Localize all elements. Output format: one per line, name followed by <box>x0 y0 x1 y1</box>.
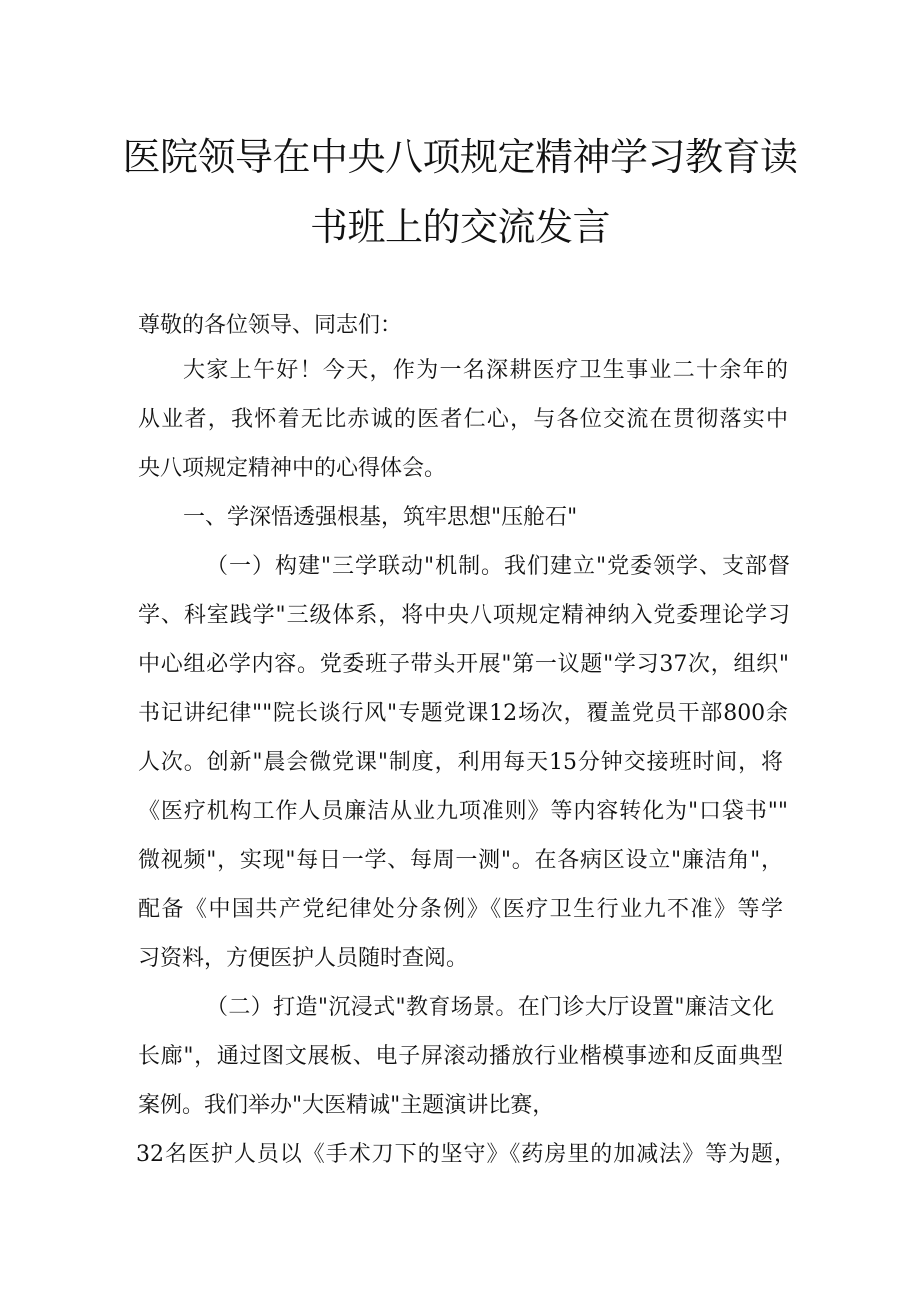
salutation: 尊敬的各位领导、同志们： <box>138 313 403 338</box>
paragraph-line: 中心组必学内容。党委班子带头开展"第一议题"学习37次，组织" <box>138 652 789 677</box>
section-heading: 一、学深悟透强根基，筑牢思想"压舱石" <box>183 505 578 530</box>
paragraph-line: 《医疗机构工作人员廉洁从业九项准则》等内容转化为"口袋书"" <box>138 799 788 824</box>
paragraph-line: 人次。创新"晨会微党课"制度，利用每天15分钟交接班时间，将 <box>138 750 783 775</box>
document-title-line-2: 书班上的交流发言 <box>309 205 610 249</box>
paragraph-line: 微视频"，实现"每日一学、每周一测"。在各病区设立"廉洁角"， <box>138 848 783 873</box>
paragraph-line: 32名医护人员以《手术刀下的坚守》《药房里的加减法》等为题， <box>136 1142 796 1167</box>
paragraph-line: （二）打造"沉浸式"教育场景。在门诊大厅设置"廉洁文化 <box>206 995 774 1020</box>
paragraph-line: 学、科室践学"三级体系，将中央八项规定精神纳入党委理论学习 <box>138 603 790 628</box>
paragraph-line: 大家上午好！今天，作为一名深耕医疗卫生事业二十余年的 <box>183 358 788 383</box>
paragraph-line: 从业者，我怀着无比赤诚的医者仁心，与各位交流在贯彻落实中 <box>138 407 788 432</box>
paragraph-line: 习资料，方便医护人员随时查阅。 <box>138 946 469 971</box>
paragraph-line: 配备《中国共产党纪律处分条例》《医疗卫生行业九不准》等学 <box>138 897 783 922</box>
paragraph-line: 央八项规定精神中的心得体会。 <box>138 456 447 481</box>
paragraph-line: 案例。我们举办"大医精诚"主题演讲比赛， <box>138 1093 555 1118</box>
document-title-line-1: 医院领导在中央八项规定精神学习教育读 <box>122 135 798 179</box>
paragraph-line: （一）构建"三学联动"机制。我们建立"党委领学、支部督 <box>206 554 790 579</box>
paragraph-line: 长廊"，通过图文展板、电子屏滚动播放行业楷模事迹和反面典型 <box>138 1044 783 1069</box>
paragraph-line: 书记讲纪律""院长谈行风"专题党课12场次，覆盖党员干部800余 <box>138 701 788 726</box>
